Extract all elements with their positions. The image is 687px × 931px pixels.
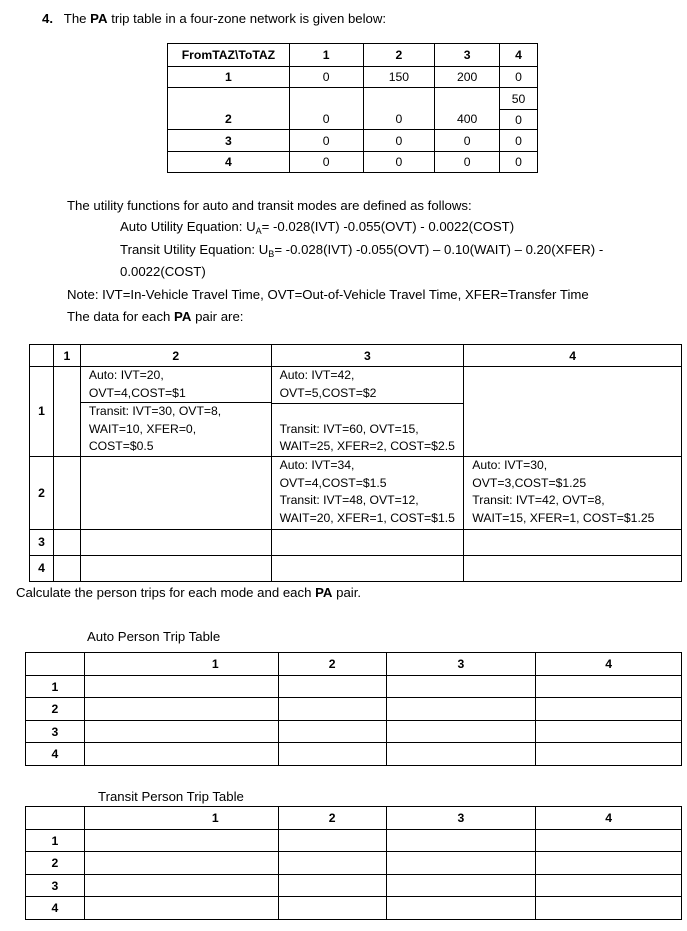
transit-cell <box>84 852 278 875</box>
auto-row-label: 2 <box>26 698 85 721</box>
data-col-header: 2 <box>80 345 271 367</box>
transit-row <box>26 875 682 897</box>
auto-col-header: 1 <box>84 653 278 676</box>
auto-row <box>26 743 682 766</box>
auto-header-row <box>26 653 682 676</box>
cell-line: Auto: IVT=34, <box>279 457 355 472</box>
transit-eq-sub: B <box>268 249 275 259</box>
pa-cell <box>363 88 435 110</box>
auto-cell <box>84 698 278 721</box>
pa-cell: 0 <box>363 110 435 130</box>
problem-number: 4. <box>42 11 53 26</box>
auto-row-label: 3 <box>26 721 85 743</box>
pa-cell <box>289 88 363 110</box>
data-row <box>30 367 682 404</box>
auto-corner-cell <box>26 653 85 676</box>
transit-cell <box>84 875 278 897</box>
transit-cell <box>536 830 682 852</box>
pa-header-row <box>168 44 538 67</box>
cell-line: OVT=4,COST=$1.5 <box>279 475 387 490</box>
pa-row <box>168 130 538 152</box>
data-col-header: 1 <box>53 345 80 367</box>
data-header-row <box>30 345 682 367</box>
pa-row-label: 4 <box>168 152 290 173</box>
transit-cell <box>536 852 682 875</box>
auto-cell <box>84 743 278 766</box>
pa-cell: 0 <box>363 130 435 152</box>
auto-cell <box>536 676 682 698</box>
pa-cell <box>435 88 500 110</box>
pa-col-header: 3 <box>435 44 500 67</box>
auto-eq-post: = -0.028(IVT) -0.055(OVT) - 0.0022(COST) <box>261 219 515 234</box>
transit-cell <box>278 852 386 875</box>
transit-utility-continuation: 0.0022(COST) <box>120 264 206 279</box>
data-row-label: 1 <box>30 367 54 457</box>
auto-cell <box>278 676 386 698</box>
pa-cell: 150 <box>363 67 435 88</box>
data-intro <box>67 309 243 324</box>
intro-bold: PA <box>90 11 108 26</box>
transit-cell <box>84 897 278 920</box>
transit-row-label: 4 <box>26 897 85 920</box>
data-row-label: 4 <box>30 555 54 581</box>
pa-cell: 0 <box>289 110 363 130</box>
data-row-label: 2 <box>30 456 54 529</box>
pa-cell: 0 <box>435 130 500 152</box>
auto-row-label: 4 <box>26 743 85 766</box>
auto-table-title: Auto Person Trip Table <box>87 629 221 644</box>
cell-line: Auto: IVT=20, <box>88 368 164 382</box>
cell-line: WAIT=15, XFER=1, COST=$1.25 <box>472 510 655 525</box>
cell-line: OVT=5,COST=$2 <box>279 385 377 400</box>
transit-corner-cell <box>26 807 85 830</box>
transit-row <box>26 830 682 852</box>
cell-line: WAIT=10, XFER=0, <box>88 421 197 436</box>
data-cell-2-3 <box>271 456 464 529</box>
pa-row-label: 1 <box>168 67 290 88</box>
data-cell-2-4 <box>464 456 682 529</box>
transit-cell <box>386 830 536 852</box>
cell-line: OVT=3,COST=$1.25 <box>472 475 587 490</box>
cell-line: Transit: IVT=60, OVT=15, <box>279 421 419 436</box>
auto-utility-equation <box>120 219 514 234</box>
pa-trip-table <box>167 43 538 173</box>
transit-cell <box>278 875 386 897</box>
data-intro-bold: PA <box>174 309 192 324</box>
transit-row-label: 1 <box>26 830 85 852</box>
cell-line: Transit: IVT=48, OVT=12, <box>279 493 419 508</box>
pa-row-label: 2 <box>168 110 290 130</box>
data-intro-post: pair are: <box>195 309 244 324</box>
transit-col-header: 4 <box>536 807 682 830</box>
data-cell-1-2 <box>80 367 271 457</box>
calculate-instruction <box>16 585 361 600</box>
pa-corner-header: FromTAZ\ToTAZ <box>168 44 290 67</box>
auto-cell <box>278 698 386 721</box>
transit-row <box>26 852 682 875</box>
auto-row <box>26 721 682 743</box>
data-cell <box>53 456 80 529</box>
data-cell <box>271 529 464 555</box>
pa-col-header: 4 <box>500 44 538 67</box>
auto-cell <box>386 721 536 743</box>
pa-cell: 0 <box>435 152 500 173</box>
data-cell <box>80 456 271 529</box>
data-intro-pre: The data for each <box>67 309 171 324</box>
auto-col-header: 3 <box>386 653 536 676</box>
pa-cell: 200 <box>435 67 500 88</box>
data-cell <box>464 555 682 581</box>
definitions-note: Note: IVT=In-Vehicle Travel Time, OVT=Out-of-Vehicle Travel Time, XFER=Transfer Time <box>67 287 589 302</box>
pa-cell: 0 <box>500 67 538 88</box>
transit-cell <box>278 897 386 920</box>
auto-cell <box>278 743 386 766</box>
auto-cell <box>536 743 682 766</box>
pa-cell: 0 <box>289 152 363 173</box>
auto-cell <box>386 698 536 721</box>
pa-cell: 400 <box>435 110 500 130</box>
data-row <box>30 555 682 581</box>
auto-cell <box>84 676 278 698</box>
data-cell <box>464 529 682 555</box>
data-cell <box>53 555 80 581</box>
transit-col-header: 3 <box>386 807 536 830</box>
data-cell <box>80 529 271 555</box>
transit-eq-post: = -0.028(IVT) -0.055(OVT) – 0.10(WAIT) – 0.20(XFER) - <box>274 242 604 257</box>
transit-cell <box>84 830 278 852</box>
transit-cell <box>536 875 682 897</box>
problem-statement <box>42 11 386 26</box>
data-cell <box>464 367 682 457</box>
calc-pre: Calculate the person trips for each mode and each <box>16 585 312 600</box>
transit-row-label: 2 <box>26 852 85 875</box>
data-cell <box>271 555 464 581</box>
cell-line: Transit: IVT=42, OVT=8, <box>472 493 605 508</box>
auto-col-header: 4 <box>536 653 682 676</box>
data-col-header: 4 <box>464 345 682 367</box>
calc-post: pair. <box>336 585 362 600</box>
auto-cell <box>386 676 536 698</box>
intro-text: The <box>63 11 87 26</box>
pa-row <box>168 67 538 88</box>
transit-row <box>26 897 682 920</box>
data-row-label: 3 <box>30 529 54 555</box>
cell-line: OVT=4,COST=$1 <box>88 385 186 400</box>
transit-col-header: 1 <box>84 807 278 830</box>
calc-bold: PA <box>315 585 333 600</box>
transit-row-label: 3 <box>26 875 85 897</box>
pa-cell: 50 <box>500 88 538 110</box>
utility-intro: The utility functions for auto and transit modes are defined as follows: <box>67 198 472 213</box>
auto-cell <box>536 721 682 743</box>
auto-cell <box>386 743 536 766</box>
transit-eq-pre: Transit Utility Equation: U <box>120 242 269 257</box>
pa-cell: 0 <box>500 152 538 173</box>
cell-line: Transit: IVT=30, OVT=8, <box>88 404 222 419</box>
pa-cell: 0 <box>289 67 363 88</box>
pa-col-header: 2 <box>363 44 435 67</box>
intro-text-end: trip table in a four-zone network is given below: <box>111 11 387 26</box>
auto-cell <box>278 721 386 743</box>
data-cell <box>80 555 271 581</box>
auto-row <box>26 698 682 721</box>
pa-row <box>168 110 538 130</box>
cell-line: WAIT=20, XFER=1, COST=$1.5 <box>279 510 455 525</box>
transit-col-header: 2 <box>278 807 386 830</box>
pa-cell: 0 <box>500 110 538 130</box>
data-corner-cell <box>30 345 54 367</box>
transit-header-row <box>26 807 682 830</box>
data-col-header: 3 <box>271 345 464 367</box>
data-cell <box>53 529 80 555</box>
cell-line: Auto: IVT=42, <box>279 368 355 382</box>
transit-utility-equation <box>120 242 603 257</box>
pa-row <box>168 88 538 110</box>
transit-cell <box>536 897 682 920</box>
cell-line: COST=$0.5 <box>88 439 154 454</box>
pa-row-label: 3 <box>168 130 290 152</box>
pa-cell: 0 <box>289 130 363 152</box>
pa-cell: 0 <box>363 152 435 173</box>
pa-row-label <box>168 88 290 110</box>
data-cell-1-3-auto <box>271 367 464 404</box>
auto-row <box>26 676 682 698</box>
pa-cell: 0 <box>500 130 538 152</box>
pa-row <box>168 152 538 173</box>
data-cell-1-3-transit <box>271 403 464 456</box>
data-row <box>30 456 682 529</box>
auto-eq-pre: Auto Utility Equation: U <box>120 219 256 234</box>
data-row <box>30 529 682 555</box>
auto-row-label: 1 <box>26 676 85 698</box>
pa-pair-data-table <box>29 344 682 582</box>
transit-cell <box>386 897 536 920</box>
data-cell <box>53 367 80 457</box>
auto-cell <box>536 698 682 721</box>
pa-col-header: 1 <box>289 44 363 67</box>
cell-line: WAIT=25, XFER=2, COST=$2.5 <box>279 439 455 454</box>
transit-cell <box>386 852 536 875</box>
transit-table-title: Transit Person Trip Table <box>98 789 244 804</box>
auto-cell <box>84 721 278 743</box>
auto-eq-sub: A <box>255 226 262 236</box>
auto-col-header: 2 <box>278 653 386 676</box>
transit-cell <box>386 875 536 897</box>
cell-line: Auto: IVT=30, <box>472 457 548 472</box>
transit-person-trip-table <box>25 806 682 920</box>
transit-cell <box>278 830 386 852</box>
auto-person-trip-table <box>25 652 682 766</box>
